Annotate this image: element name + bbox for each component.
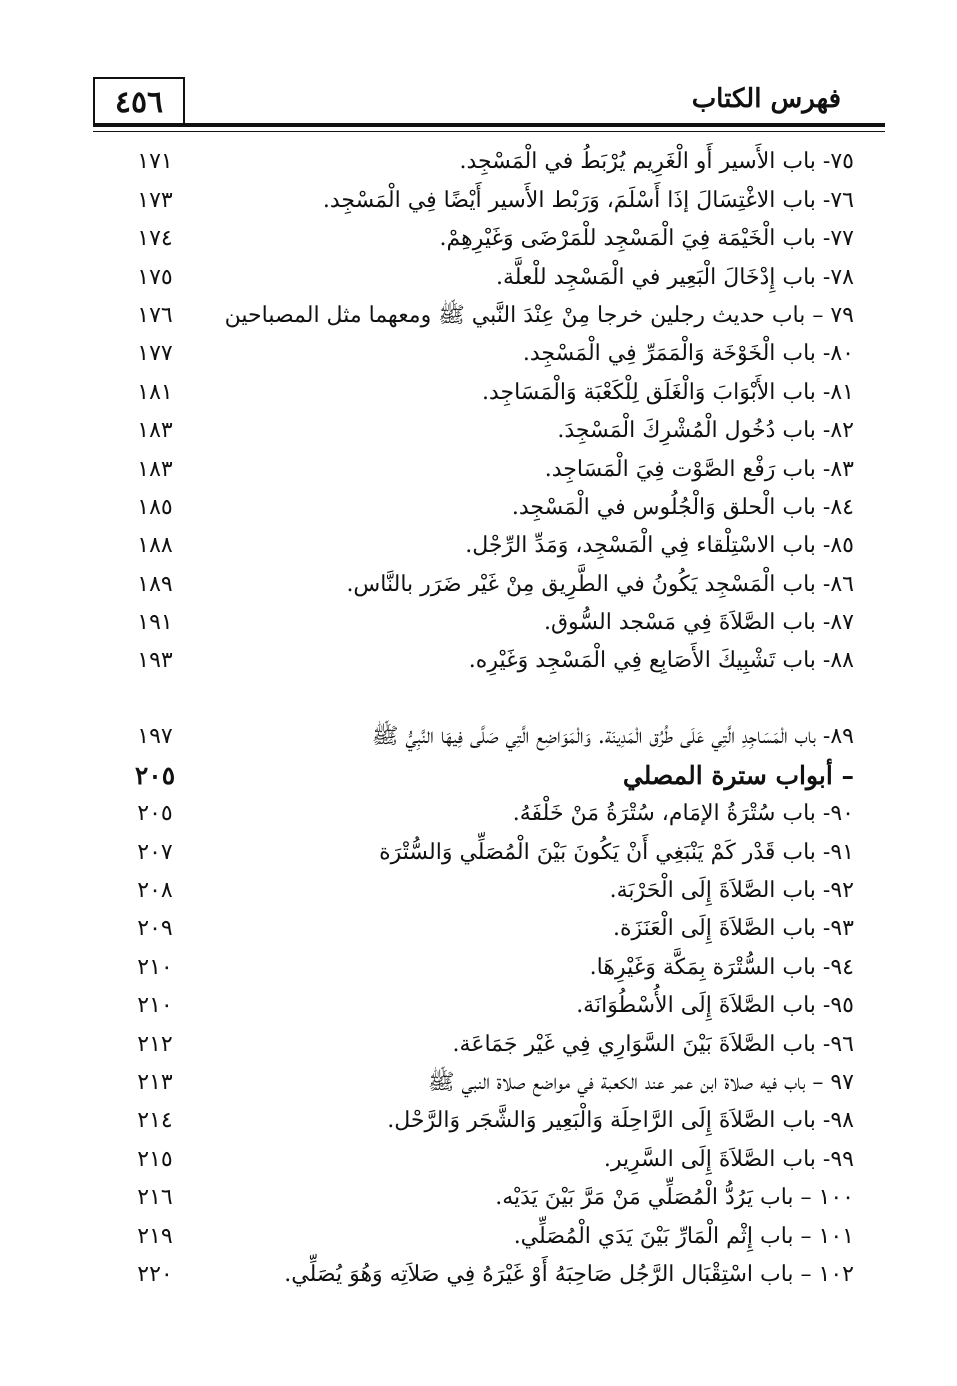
toc-entry — [120, 296, 854, 334]
toc-entry — [120, 564, 854, 602]
toc-entry-page: ١٧١ — [137, 149, 173, 175]
toc-entry — [120, 1178, 854, 1216]
toc-entry-page: ٢٠٩ — [137, 916, 173, 942]
header-rule-thick — [93, 123, 885, 127]
toc-entry-page: ١٨١ — [137, 379, 173, 405]
toc-entry-title: ٨٢- باب دُخُول الْمُشْرِكَ الْمَسْجِدَ. — [557, 418, 854, 444]
toc-entry — [120, 947, 854, 985]
toc-entry-title: ٩٧ – باب فيه صلاة ابن عمر عند الكعبة في مواضع صلاة النبي ﷺ — [427, 1069, 854, 1095]
toc-entry-title: ٨٣- باب رَفْع الصَّوْت فِيَ الْمَسَاجِد. — [544, 456, 854, 482]
toc-entry — [120, 1063, 854, 1101]
toc-entry — [120, 411, 854, 449]
toc-entry-title: ٩٦- باب الصَّلاَةَ بَيْنَ السَّوَارِي فِي غَيْر جَمَاعَة. — [452, 1031, 854, 1057]
toc-entry-title: ٨١- باب الأَبْوَابَ وَالْغَلَق لِلْكَعْبَة وَالْمَسَاجِد. — [481, 379, 854, 405]
toc-entry-page: ١٨٨ — [137, 533, 173, 559]
toc-entry-title: ٩١- باب قَدْر كَمْ يَنْبَغِي أَنْ يَكُونَ بَيْنَ الْمُصَلِّي وَالسُّتْرَة — [379, 839, 854, 865]
toc-entry-title: ٨٥- باب الاسْتِلْقاء فِي الْمَسْجِد، وَمَدِّ الرِّجْل. — [465, 533, 854, 559]
toc-entry-page: ٢١٤ — [137, 1108, 173, 1134]
toc-entry-title: ١٠٢ – باب اسْتِقْبَال الرَّجُل صَاحِبَهُ أَوْ غَيْرَهُ فِي صَلاَتِه وَهُوَ يُصَلِّي. — [284, 1261, 854, 1287]
toc-entry-page: ٢٠٥ — [137, 801, 173, 827]
toc-entry — [120, 1139, 854, 1177]
toc-entry — [120, 1216, 854, 1254]
toc-entry-title: ٩٢- باب الصَّلاَةَ إِلَى الْحَرْبَة. — [609, 878, 854, 904]
toc-entry-page: ٢٠٧ — [137, 839, 173, 865]
toc-entry — [120, 219, 854, 257]
toc-entry — [120, 1255, 854, 1293]
toc-entry-page: ١٨٣ — [137, 456, 173, 482]
toc-entry-title: ٧٩ – باب حديث رجلين خرجا مِنْ عِنْدَ النَّبي ﷺ ومعهما مثل المصباحين — [224, 302, 854, 328]
toc-entry-title: ٧٨- باب إِدْخَالَ الْبَعِير في الْمَسْجِد للْعلَّة. — [495, 264, 854, 290]
toc-entry-page: ٢١٥ — [137, 1146, 173, 1172]
toc-entry — [120, 449, 854, 487]
toc-entry-title: ٨٤- باب الْحلق وَالْجُلُوس في الْمَسْجِد. — [511, 494, 854, 520]
toc-entry-page: ١٧٧ — [137, 341, 173, 367]
toc-entry — [120, 488, 854, 526]
toc-entry — [120, 986, 854, 1024]
toc-entry — [120, 679, 854, 755]
toc-entry-title: ٨٠- باب الْخَوْخَة وَالْمَمَرِّ فِي الْمَسْجِد. — [522, 341, 854, 367]
toc-entry-page: ١٧٤ — [137, 226, 173, 252]
toc-entry-title: ٩٣- باب الصَّلاَةَ إِلَى الْعَنَزَة. — [612, 916, 854, 942]
toc-entry-page: ١٧٦ — [137, 302, 173, 328]
section-heading-title: – أبواب سترة المصلي — [622, 760, 854, 790]
toc-entry — [120, 1024, 854, 1062]
page-number: ٤٥٦ — [93, 77, 185, 125]
toc-entry-title: ٩٠- باب سُتْرَةُ الإمَام، سُتْرَةُ مَنْ خَلْفَهُ. — [512, 801, 854, 827]
toc-entry — [120, 257, 854, 295]
toc-entry-page: ٢١٦ — [137, 1185, 173, 1211]
toc-entry-title: ٩٩- باب الصَّلاَةَ إِلَى السَّرِير. — [603, 1146, 854, 1172]
toc-entry — [120, 871, 854, 909]
section-heading-page: ٢٠٥ — [134, 760, 176, 790]
toc-entry-page: ١٩٣ — [137, 648, 173, 674]
toc-entry-page: ٢٢٠ — [137, 1261, 173, 1287]
toc-entry — [120, 1101, 854, 1139]
header-rule-thin — [93, 131, 885, 132]
toc-entry — [120, 832, 854, 870]
toc-entry-page: ١٧٣ — [137, 187, 173, 213]
toc-entry-page: ٢١٣ — [137, 1069, 173, 1095]
toc-entry-page: ٢١٠ — [137, 993, 173, 1019]
toc-entry-page: ١٩١ — [137, 610, 173, 636]
toc-entry-title: ١٠٠ – باب يَرُدُّ الْمُصَلِّي مَنْ مَرَّ بَيْنَ يَدَيْه. — [495, 1185, 854, 1211]
toc-entry-page: ٢١٩ — [137, 1223, 173, 1249]
toc-entry-title: ٨٨- باب تَشْبِيكَ الأَصَابِع فِي الْمَسْجِد وَغَيْرِه. — [468, 648, 854, 674]
toc-entry-page: ١٨٥ — [137, 494, 173, 520]
toc-entry — [120, 641, 854, 679]
toc-entry — [120, 909, 854, 947]
toc-entry-title: ٩٨- باب الصَّلاَةَ إِلَى الرَّاحِلَة وَالْبَعِير وَالشَّجَر وَالرَّحْل. — [387, 1108, 854, 1134]
toc-entry — [120, 334, 854, 372]
toc-entry-title: ٧٧- باب الْخَيْمَة فِيَ الْمَسْجِد للْمَرْضَى وَغَيْرِهِمْ. — [439, 226, 854, 252]
toc-entry-title: ٧٦- باب الاغْتِسَالَ إذَا أَسْلَمَ، وَرَبْط الأَسير أَيْضًا فِي الْمَسْجِد. — [322, 187, 854, 213]
toc-entry-page: ٢٠٨ — [137, 878, 173, 904]
toc-entry — [120, 603, 854, 641]
toc-entry — [120, 526, 854, 564]
toc-entry-title: ٩٥- باب الصَّلاَةَ إِلَى الأُسْطُوَانَة. — [576, 993, 854, 1019]
toc-entry — [120, 794, 854, 832]
toc-entry-page: ١٧٥ — [137, 264, 173, 290]
toc-entry-title: ٩٤- باب السُّتْرَة بِمَكَّة وَغَيْرِهَا. — [589, 954, 854, 980]
toc-entry — [120, 142, 854, 180]
toc-entry-page: ٢١٠ — [137, 954, 173, 980]
toc-entry-page: ٢١٢ — [137, 1031, 173, 1057]
table-of-contents — [120, 142, 854, 1293]
toc-entry-title: ٨٧- باب الصَّلاَةَ فِي مَسْجد السُّوق. — [543, 610, 854, 636]
toc-entry-title: ١٠١ – باب إِثْم الْمَارِّ بَيْنَ يَدَي الْمُصَلِّي. — [513, 1223, 854, 1249]
toc-entry-page: ١٨٩ — [137, 571, 173, 597]
toc-entry-page: ١٩٧ — [137, 724, 173, 750]
toc-entry-title: ٨٩- باب الْمَسَاجِدِ الَّتِي عَلَى طُرُق الْمَدِينَة. وَالْمَوَاضِع الَّتِي صَلَّى فِيهَا النَّبِيُّ ﷺ — [371, 724, 854, 750]
page-header-title: فهرس الكتاب — [691, 84, 841, 114]
section-heading-row — [120, 755, 854, 793]
toc-entry-page: ١٨٣ — [137, 418, 173, 444]
toc-entry — [120, 180, 854, 218]
toc-entry-title: ٧٥- باب الأَسير أَو الْغَرِيم يُرْبَطُ في الْمَسْجِد. — [459, 149, 854, 175]
toc-entry-title: ٨٦- باب الْمَسْجِد يَكُونُ في الطَّرِيق مِنْ غَيْر ضَرَر بالنَّاس. — [346, 571, 854, 597]
toc-entry — [120, 372, 854, 410]
